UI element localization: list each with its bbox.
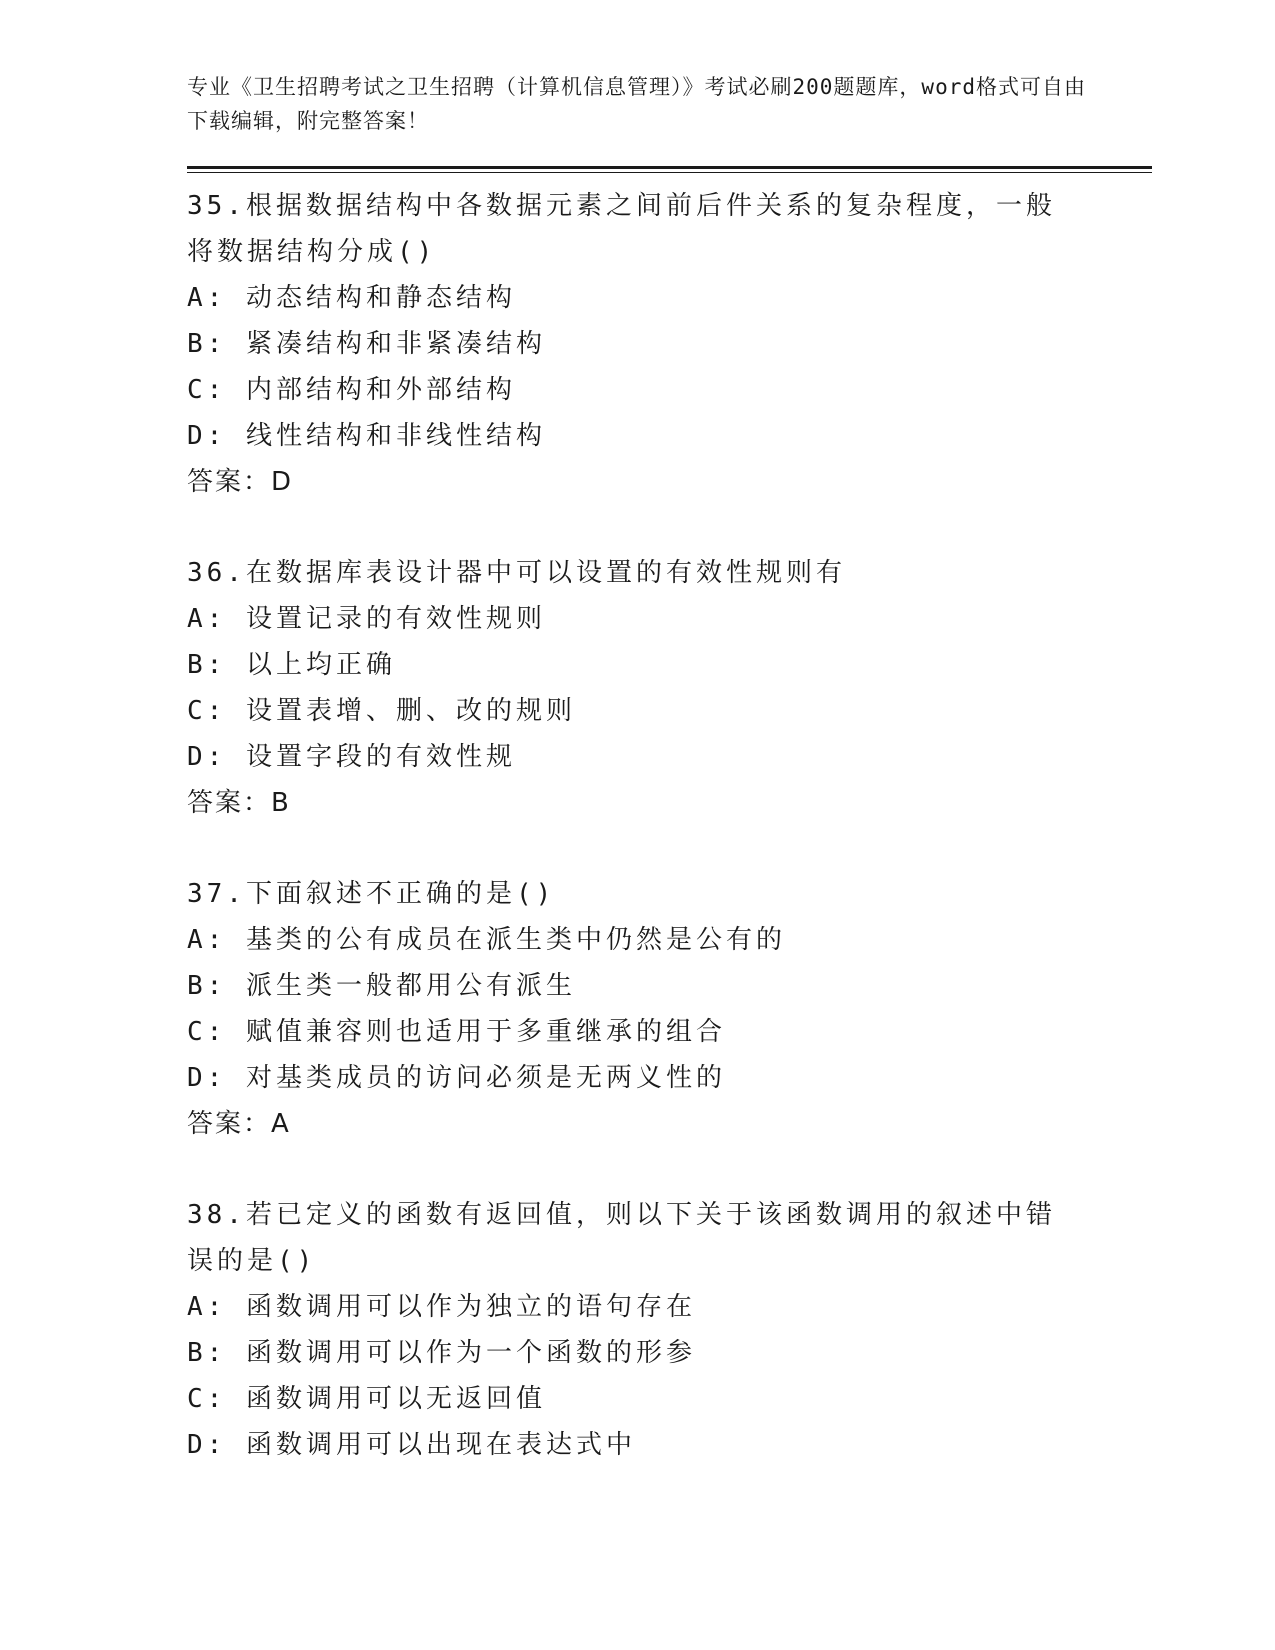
option-b: B: 派生类一般都用公有派生: [187, 971, 576, 1001]
header-divider: [187, 166, 1152, 173]
option-a: A: 基类的公有成员在派生类中仍然是公有的: [187, 925, 786, 955]
option-b: B: 紧凑结构和非紧凑结构: [187, 329, 546, 359]
answer-text: 答案：D: [187, 467, 294, 497]
question-stem: 38.若已定义的函数有返回值，则以下关于该函数调用的叙述中错误的是(): [187, 1200, 1056, 1276]
answer-text: 答案：A: [187, 1109, 291, 1139]
option-c: C: 赋值兼容则也适用于多重继承的组合: [187, 1017, 726, 1047]
question-36: [187, 550, 1152, 826]
option-b: B: 以上均正确: [187, 650, 396, 680]
option-a: A: 函数调用可以作为独立的语句存在: [187, 1292, 696, 1322]
document-header: 专业《卫生招聘考试之卫生招聘（计算机信息管理）》考试必刷200题题库，word格式可自由下载编辑，附完整答案！: [187, 75, 1086, 133]
option-d: D: 设置字段的有效性规: [187, 742, 516, 772]
option-d: D: 函数调用可以出现在表达式中: [187, 1430, 636, 1460]
option-a: A: 设置记录的有效性规则: [187, 604, 546, 634]
option-a: A: 动态结构和静态结构: [187, 283, 516, 313]
question-38: [187, 1192, 1152, 1468]
option-c: C: 函数调用可以无返回值: [187, 1384, 546, 1414]
option-c: C: 内部结构和外部结构: [187, 375, 516, 405]
option-b: B: 函数调用可以作为一个函数的形参: [187, 1338, 696, 1368]
answer-text: 答案：B: [187, 788, 291, 818]
document-page: [187, 70, 1152, 1513]
question-stem: 35.根据数据结构中各数据元素之间前后件关系的复杂程度，一般将数据结构分成(): [187, 191, 1056, 267]
option-d: D: 对基类成员的访问必须是无两义性的: [187, 1063, 726, 1093]
option-d: D: 线性结构和非线性结构: [187, 421, 546, 451]
question-37: [187, 871, 1152, 1147]
question-stem: 36.在数据库表设计器中可以设置的有效性规则有: [187, 558, 846, 588]
option-c: C: 设置表增、删、改的规则: [187, 696, 576, 726]
question-35: [187, 183, 1152, 505]
question-stem: 37.下面叙述不正确的是(): [187, 879, 556, 909]
